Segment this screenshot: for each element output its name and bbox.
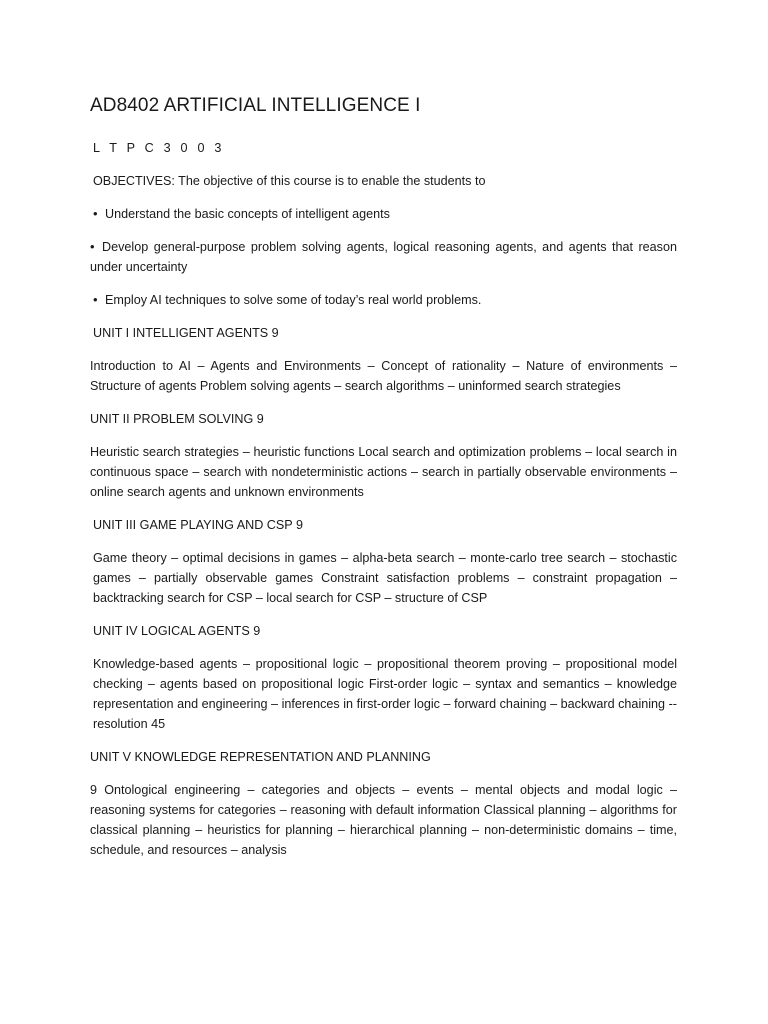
unit-heading: UNIT IV LOGICAL AGENTS 9 <box>93 624 261 638</box>
unit-body: Heuristic search strategies – heuristic functions Local search and optimization problems – local search in continuous space – search with nondeterministic actions – search in partially observable environments – online search agents and unknown environments <box>90 445 677 499</box>
objective-bullet <box>90 204 677 224</box>
unit-heading: UNIT II PROBLEM SOLVING 9 <box>90 412 264 426</box>
objectives-intro: OBJECTIVES: The objective of this course is to enable the students to <box>93 174 486 188</box>
objective-bullet <box>90 237 677 277</box>
objective-text: Develop general-purpose problem solving agents, logical reasoning agents, and agents that reason under uncertainty <box>90 240 677 274</box>
unit-heading: UNIT III GAME PLAYING AND CSP 9 <box>93 518 303 532</box>
unit-body: Game theory – optimal decisions in games – alpha-beta search – monte-carlo tree search – stochastic games – partially observable games Constraint satisfaction problems – constraint propagation – backtracking search for CSP – local search for CSP – structure of CSP <box>93 551 677 605</box>
bullet-icon: • <box>90 239 95 254</box>
document-title: AD8402 ARTIFICIAL INTELLIGENCE I <box>90 95 421 116</box>
objective-text: Understand the basic concepts of intelligent agents <box>105 207 390 221</box>
bullet-icon: • <box>93 292 98 307</box>
document-page <box>90 94 677 873</box>
unit-body: Knowledge-based agents – propositional logic – propositional theorem proving – propositional model checking – agents based on propositional logic First-order logic – syntax and semantics – knowledge representation and engineering – inferences in first-order logic – forward chaining – backward chaining -- resolution 45 <box>93 657 677 731</box>
unit-body: Introduction to AI – Agents and Environments – Concept of rationality – Nature of environments – Structure of agents Problem solving agents – search algorithms – uninformed search strategies <box>90 359 677 393</box>
unit-heading: UNIT V KNOWLEDGE REPRESENTATION AND PLANNING <box>90 750 431 764</box>
ltpc-line: L T P C 3 0 0 3 <box>93 141 225 155</box>
objective-text: Employ AI techniques to solve some of today’s real world problems. <box>105 293 482 307</box>
unit-body: 9 Ontological engineering – categories and objects – events – mental objects and modal logic – reasoning systems for categories – reasoning with default information Classical planning – algorithms for classical planning – heuristics for planning – hierarchical planning – non-deterministic domains – time, schedule, and resources – analysis <box>90 783 677 857</box>
bullet-icon: • <box>93 206 98 221</box>
unit-heading: UNIT I INTELLIGENT AGENTS 9 <box>93 326 279 340</box>
objective-bullet <box>90 290 677 310</box>
